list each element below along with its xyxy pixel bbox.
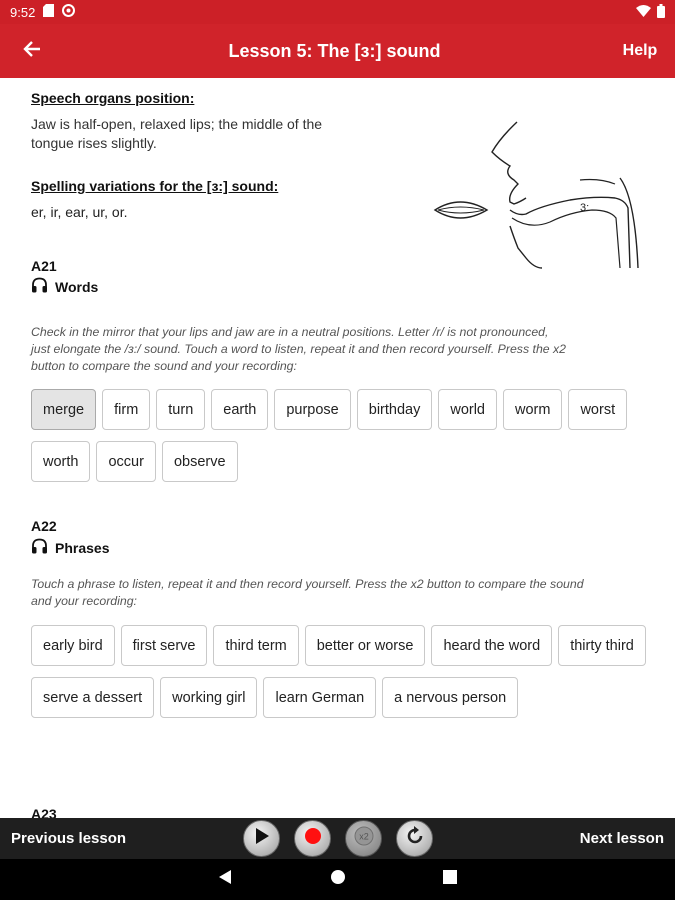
compare-x2-icon bbox=[353, 825, 375, 852]
word-chip[interactable]: birthday bbox=[357, 389, 433, 430]
phrase-chip[interactable]: thirty third bbox=[558, 625, 646, 666]
instruction-line: button to compare the sound and your recording: bbox=[31, 359, 297, 373]
speech-organs-line-2: tongue rises slightly. bbox=[31, 135, 157, 151]
instruction-line: Touch a phrase to listen, repeat it and then record yourself. Press the x2 button to compare the sound bbox=[31, 577, 584, 591]
phrase-chip[interactable]: third term bbox=[213, 625, 298, 666]
spelling-values: er, ir, ear, ur, or. bbox=[31, 204, 128, 220]
phrase-chip[interactable]: serve a dessert bbox=[31, 677, 154, 718]
instruction-line: Check in the mirror that your lips and jaw are in a neutral positions. Letter /r/ is not pronounced, bbox=[31, 325, 549, 339]
battery-icon bbox=[657, 4, 665, 21]
wifi-icon bbox=[636, 5, 651, 20]
play-button[interactable] bbox=[243, 820, 280, 857]
record-button[interactable] bbox=[294, 820, 331, 857]
word-chip[interactable]: occur bbox=[96, 441, 155, 482]
word-chip[interactable]: worm bbox=[503, 389, 562, 430]
x2-label: x2 bbox=[358, 831, 369, 842]
app-bar bbox=[0, 24, 675, 78]
word-chip[interactable]: earth bbox=[211, 389, 268, 430]
word-chip[interactable]: world bbox=[438, 389, 497, 430]
help-button[interactable]: Help bbox=[622, 42, 658, 59]
diagram-sound-label: 3: bbox=[580, 202, 590, 214]
phrase-chip[interactable]: first serve bbox=[121, 625, 208, 666]
exercise-a21-instruction bbox=[31, 324, 651, 375]
system-navigation-bar bbox=[0, 859, 675, 900]
exercise-a21-label: Words bbox=[55, 278, 99, 295]
nav-back-button[interactable] bbox=[200, 859, 250, 900]
headphones-icon bbox=[31, 538, 48, 557]
phrase-list bbox=[31, 625, 651, 718]
status-bar bbox=[0, 0, 675, 24]
articulation-diagram bbox=[430, 118, 645, 278]
word-chip[interactable]: observe bbox=[162, 441, 238, 482]
exercise-a23-code: A23 bbox=[31, 806, 57, 818]
instruction-line: and your recording: bbox=[31, 594, 137, 608]
page-title: Lesson 5: The [ɜ:] sound bbox=[228, 40, 441, 61]
back-button[interactable] bbox=[0, 24, 64, 78]
exercise-a22-instruction bbox=[31, 576, 651, 610]
word-chip[interactable]: worst bbox=[568, 389, 627, 430]
instruction-line: just elongate the /ɜ:/ sound. Touch a word to listen, repeat it and then record yourself. Press the x2 bbox=[31, 342, 567, 356]
nav-recents-icon bbox=[443, 870, 457, 889]
nav-home-button[interactable] bbox=[313, 859, 363, 900]
phrase-chip[interactable]: working girl bbox=[160, 677, 257, 718]
lesson-content[interactable] bbox=[0, 78, 675, 818]
headphones-icon bbox=[31, 277, 48, 296]
status-time: 9:52 bbox=[10, 4, 36, 20]
record-icon bbox=[304, 827, 322, 850]
speech-organs-heading: Speech organs position: bbox=[31, 90, 195, 106]
next-lesson-button[interactable]: Next lesson bbox=[579, 830, 664, 847]
sd-card-icon bbox=[43, 4, 54, 20]
word-chip[interactable]: purpose bbox=[274, 389, 350, 430]
lesson-controls-bar bbox=[0, 818, 675, 859]
speech-organs-line-1: Jaw is half-open, relaxed lips; the middle of the bbox=[31, 116, 323, 132]
play-icon bbox=[254, 827, 270, 850]
word-chip[interactable]: turn bbox=[156, 389, 205, 430]
exercise-a22-title[interactable] bbox=[31, 538, 109, 557]
word-list bbox=[31, 389, 651, 482]
word-chip[interactable]: firm bbox=[102, 389, 150, 430]
nav-back-icon bbox=[218, 869, 232, 890]
exercise-a22-code: A22 bbox=[31, 518, 57, 534]
phrase-chip[interactable]: better or worse bbox=[305, 625, 426, 666]
arrow-left-icon bbox=[23, 40, 41, 63]
phrase-chip[interactable]: a nervous person bbox=[382, 677, 518, 718]
previous-lesson-button[interactable]: Previous lesson bbox=[11, 830, 127, 847]
app-notification-icon bbox=[62, 4, 75, 20]
phrase-chip[interactable]: early bird bbox=[31, 625, 115, 666]
phrase-chip[interactable]: heard the word bbox=[431, 625, 552, 666]
phrase-chip[interactable]: learn German bbox=[263, 677, 376, 718]
word-chip[interactable]: worth bbox=[31, 441, 90, 482]
compare-x2-button[interactable] bbox=[345, 820, 382, 857]
exercise-a21-code: A21 bbox=[31, 258, 57, 274]
exercise-a22-label: Phrases bbox=[55, 539, 110, 556]
spelling-heading: Spelling variations for the [ɜ:] sound: bbox=[31, 178, 279, 194]
replay-button[interactable] bbox=[396, 820, 433, 857]
replay-icon bbox=[404, 825, 426, 852]
exercise-a21-title[interactable] bbox=[31, 277, 98, 296]
nav-recents-button[interactable] bbox=[425, 859, 475, 900]
nav-home-icon bbox=[330, 869, 346, 890]
word-chip[interactable]: merge bbox=[31, 389, 96, 430]
